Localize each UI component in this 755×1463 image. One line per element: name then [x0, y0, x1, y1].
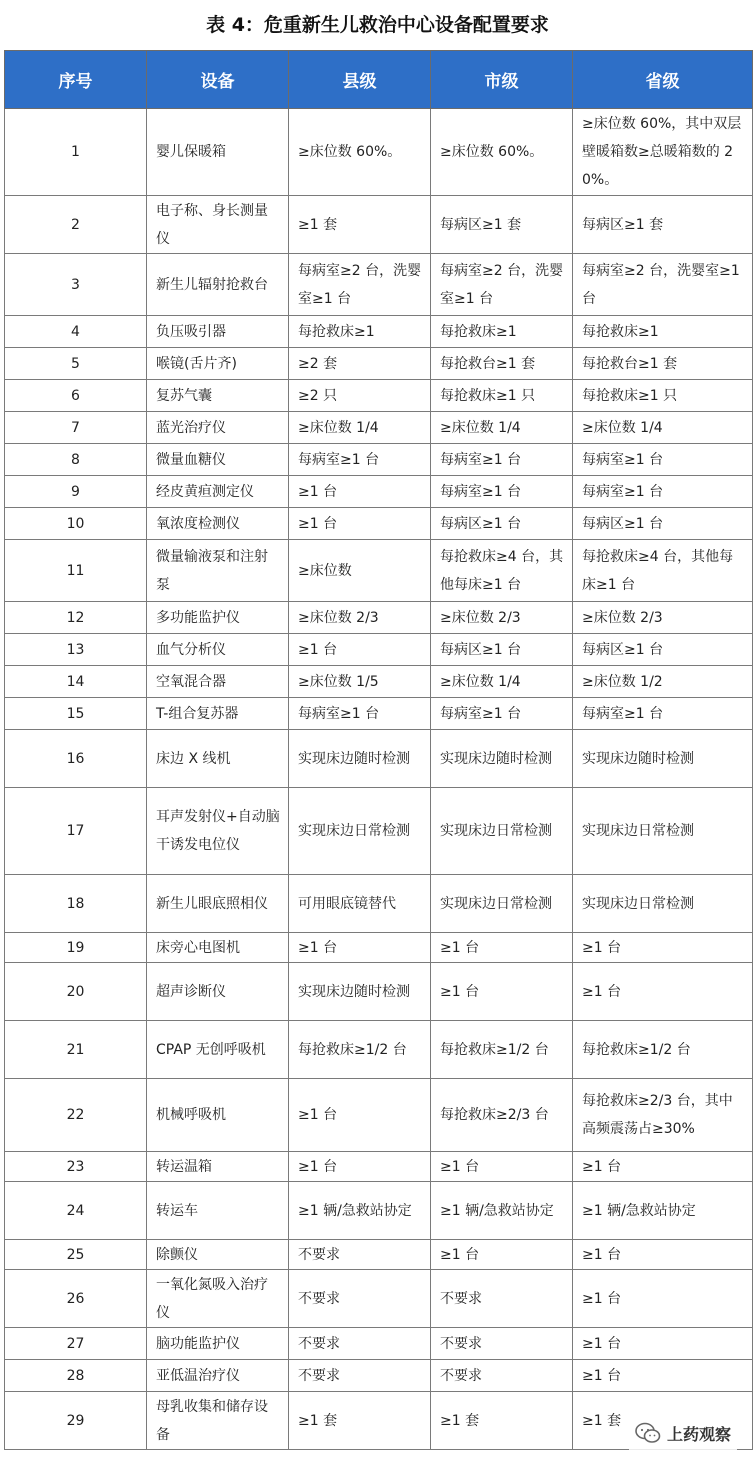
- row-city-cell: 每抢救床≥1 只: [431, 380, 573, 412]
- row-county-cell: ≥1 台: [289, 476, 431, 508]
- row-index-cell: 11: [5, 540, 147, 602]
- row-city-cell: 不要求: [431, 1328, 573, 1360]
- row-city-cell: 每病室≥2 台，洗婴室≥1 台: [431, 254, 573, 316]
- row-city-cell: 每病区≥1 套: [431, 196, 573, 254]
- row-county-cell: ≥2 只: [289, 380, 431, 412]
- row-equipment-cell: 多功能监护仪: [147, 602, 289, 634]
- row-province-cell: 每病室≥1 台: [573, 476, 753, 508]
- row-equipment-cell: 除颤仪: [147, 1240, 289, 1270]
- row-county-cell: 实现床边随时检测: [289, 963, 431, 1021]
- row-equipment-cell: 脑功能监护仪: [147, 1328, 289, 1360]
- row-index-cell: 10: [5, 508, 147, 540]
- column-header-county: 县级: [289, 51, 431, 109]
- row-city-cell: 实现床边随时检测: [431, 730, 573, 788]
- row-city-cell: 每抢救床≥1: [431, 316, 573, 348]
- table-row: [5, 1270, 753, 1328]
- row-equipment-cell: 血气分析仪: [147, 634, 289, 666]
- equipment-table: [4, 50, 753, 1450]
- row-index-cell: 26: [5, 1270, 147, 1328]
- row-province-cell: ≥1 台: [573, 1360, 753, 1392]
- row-province-cell: ≥床位数 2/3: [573, 602, 753, 634]
- row-county-cell: ≥1 台: [289, 1079, 431, 1152]
- row-city-cell: 实现床边日常检测: [431, 788, 573, 875]
- row-equipment-cell: 机械呼吸机: [147, 1079, 289, 1152]
- column-header-equipment: 设备: [147, 51, 289, 109]
- row-index-cell: 13: [5, 634, 147, 666]
- row-county-cell: ≥1 台: [289, 933, 431, 963]
- row-county-cell: 每病室≥1 台: [289, 444, 431, 476]
- row-equipment-cell: 一氧化氮吸入治疗仪: [147, 1270, 289, 1328]
- table-row: [5, 963, 753, 1021]
- row-county-cell: 不要求: [289, 1328, 431, 1360]
- table-row: [5, 1240, 753, 1270]
- row-index-cell: 16: [5, 730, 147, 788]
- row-province-cell: 实现床边日常检测: [573, 875, 753, 933]
- row-index-cell: 20: [5, 963, 147, 1021]
- row-city-cell: 每病区≥1 台: [431, 634, 573, 666]
- row-city-cell: 每病室≥1 台: [431, 444, 573, 476]
- row-province-cell: ≥1 台: [573, 1152, 753, 1182]
- table-row: [5, 1182, 753, 1240]
- row-county-cell: ≥1 台: [289, 634, 431, 666]
- row-equipment-cell: 电子称、身长测量仪: [147, 196, 289, 254]
- row-equipment-cell: 耳声发射仪+自动脑干诱发电位仪: [147, 788, 289, 875]
- table-row: [5, 380, 753, 412]
- row-province-cell: 每抢救床≥1 只: [573, 380, 753, 412]
- row-index-cell: 27: [5, 1328, 147, 1360]
- row-province-cell: 每抢救床≥1/2 台: [573, 1021, 753, 1079]
- row-city-cell: ≥床位数 1/4: [431, 666, 573, 698]
- row-city-cell: 每病室≥1 台: [431, 698, 573, 730]
- row-equipment-cell: 新生儿眼底照相仪: [147, 875, 289, 933]
- row-province-cell: 每病区≥1 套: [573, 196, 753, 254]
- row-county-cell: ≥1 套: [289, 1392, 431, 1450]
- row-province-cell: ≥1 台: [573, 963, 753, 1021]
- row-county-cell: 不要求: [289, 1240, 431, 1270]
- row-county-cell: ≥床位数: [289, 540, 431, 602]
- row-equipment-cell: 母乳收集和储存设备: [147, 1392, 289, 1450]
- row-city-cell: 每抢救台≥1 套: [431, 348, 573, 380]
- row-equipment-cell: 超声诊断仪: [147, 963, 289, 1021]
- table-row: [5, 698, 753, 730]
- row-equipment-cell: 负压吸引器: [147, 316, 289, 348]
- table-row: [5, 348, 753, 380]
- table-row: [5, 1021, 753, 1079]
- table-row: [5, 196, 753, 254]
- table-row: [5, 933, 753, 963]
- row-equipment-cell: 喉镜(舌片齐): [147, 348, 289, 380]
- column-header-province: 省级: [573, 51, 753, 109]
- row-city-cell: ≥床位数 2/3: [431, 602, 573, 634]
- row-index-cell: 14: [5, 666, 147, 698]
- row-province-cell: 实现床边随时检测: [573, 730, 753, 788]
- table-row: [5, 1328, 753, 1360]
- row-index-cell: 22: [5, 1079, 147, 1152]
- table-row: [5, 508, 753, 540]
- row-county-cell: 实现床边随时检测: [289, 730, 431, 788]
- row-province-cell: ≥1 台: [573, 1270, 753, 1328]
- table-row: [5, 412, 753, 444]
- watermark: [629, 1413, 737, 1453]
- table-row: [5, 476, 753, 508]
- row-county-cell: 每病室≥2 台，洗婴室≥1 台: [289, 254, 431, 316]
- row-county-cell: 每抢救床≥1: [289, 316, 431, 348]
- row-equipment-cell: 复苏气囊: [147, 380, 289, 412]
- table-row: [5, 666, 753, 698]
- row-city-cell: 实现床边日常检测: [431, 875, 573, 933]
- row-province-cell: ≥1 台: [573, 1328, 753, 1360]
- row-city-cell: ≥1 套: [431, 1392, 573, 1450]
- row-county-cell: 可用眼底镜替代: [289, 875, 431, 933]
- wechat-icon: [635, 1422, 661, 1444]
- row-index-cell: 15: [5, 698, 147, 730]
- row-equipment-cell: 婴儿保暖箱: [147, 109, 289, 196]
- row-index-cell: 4: [5, 316, 147, 348]
- row-county-cell: 不要求: [289, 1270, 431, 1328]
- row-city-cell: ≥1 辆/急救站协定: [431, 1182, 573, 1240]
- row-city-cell: 每病区≥1 台: [431, 508, 573, 540]
- row-county-cell: 每病室≥1 台: [289, 698, 431, 730]
- row-equipment-cell: 氧浓度检测仪: [147, 508, 289, 540]
- row-equipment-cell: CPAP 无创呼吸机: [147, 1021, 289, 1079]
- row-index-cell: 19: [5, 933, 147, 963]
- row-province-cell: 每抢救床≥2/3 台，其中高频震荡占≥30%: [573, 1079, 753, 1152]
- row-city-cell: 每抢救床≥1/2 台: [431, 1021, 573, 1079]
- watermark-text: 上药观察: [666, 1424, 731, 1444]
- row-province-cell: ≥1 套: [573, 1392, 753, 1450]
- table-row: [5, 875, 753, 933]
- row-province-cell: ≥床位数 1/4: [573, 412, 753, 444]
- table-row: [5, 109, 753, 196]
- row-city-cell: 不要求: [431, 1360, 573, 1392]
- row-index-cell: 3: [5, 254, 147, 316]
- row-county-cell: ≥1 台: [289, 1152, 431, 1182]
- table-row: [5, 1152, 753, 1182]
- column-header-city: 市级: [431, 51, 573, 109]
- row-equipment-cell: 转运车: [147, 1182, 289, 1240]
- row-city-cell: 每病室≥1 台: [431, 476, 573, 508]
- table-row: [5, 316, 753, 348]
- row-county-cell: 实现床边日常检测: [289, 788, 431, 875]
- row-county-cell: ≥1 辆/急救站协定: [289, 1182, 431, 1240]
- row-county-cell: ≥1 套: [289, 196, 431, 254]
- row-index-cell: 7: [5, 412, 147, 444]
- row-city-cell: ≥1 台: [431, 963, 573, 1021]
- table-row: [5, 254, 753, 316]
- table-row: [5, 1360, 753, 1392]
- row-index-cell: 5: [5, 348, 147, 380]
- row-city-cell: ≥床位数 60%。: [431, 109, 573, 196]
- row-province-cell: ≥1 台: [573, 933, 753, 963]
- row-index-cell: 17: [5, 788, 147, 875]
- row-city-cell: 每抢救床≥4 台，其他每床≥1 台: [431, 540, 573, 602]
- row-county-cell: ≥床位数 60%。: [289, 109, 431, 196]
- row-index-cell: 25: [5, 1240, 147, 1270]
- row-index-cell: 29: [5, 1392, 147, 1450]
- row-province-cell: 每病室≥2 台，洗婴室≥1 台: [573, 254, 753, 316]
- row-county-cell: 每抢救床≥1/2 台: [289, 1021, 431, 1079]
- row-city-cell: 每抢救床≥2/3 台: [431, 1079, 573, 1152]
- row-province-cell: ≥床位数 60%，其中双层壁暖箱数≥总暖箱数的 20%。: [573, 109, 753, 196]
- row-index-cell: 8: [5, 444, 147, 476]
- row-index-cell: 12: [5, 602, 147, 634]
- header-row: [5, 51, 753, 109]
- row-province-cell: 每病室≥1 台: [573, 698, 753, 730]
- row-index-cell: 18: [5, 875, 147, 933]
- row-province-cell: ≥床位数 1/2: [573, 666, 753, 698]
- table-row: [5, 602, 753, 634]
- row-city-cell: ≥1 台: [431, 933, 573, 963]
- row-city-cell: ≥1 台: [431, 1240, 573, 1270]
- row-equipment-cell: T-组合复苏器: [147, 698, 289, 730]
- row-province-cell: 实现床边日常检测: [573, 788, 753, 875]
- row-province-cell: ≥1 辆/急救站协定: [573, 1182, 753, 1240]
- table-title: 表 4：危重新生儿救治中心设备配置要求: [206, 14, 549, 36]
- row-city-cell: ≥床位数 1/4: [431, 412, 573, 444]
- row-province-cell: 每抢救台≥1 套: [573, 348, 753, 380]
- row-equipment-cell: 微量血糖仪: [147, 444, 289, 476]
- row-county-cell: ≥2 套: [289, 348, 431, 380]
- table-row: [5, 444, 753, 476]
- row-city-cell: 不要求: [431, 1270, 573, 1328]
- row-city-cell: ≥1 台: [431, 1152, 573, 1182]
- row-index-cell: 21: [5, 1021, 147, 1079]
- row-county-cell: ≥床位数 1/4: [289, 412, 431, 444]
- row-province-cell: ≥1 台: [573, 1240, 753, 1270]
- row-index-cell: 24: [5, 1182, 147, 1240]
- row-county-cell: ≥床位数 2/3: [289, 602, 431, 634]
- row-equipment-cell: 床旁心电图机: [147, 933, 289, 963]
- row-equipment-cell: 新生儿辐射抢救台: [147, 254, 289, 316]
- row-province-cell: 每抢救床≥1: [573, 316, 753, 348]
- row-county-cell: ≥1 台: [289, 508, 431, 540]
- row-county-cell: 不要求: [289, 1360, 431, 1392]
- row-index-cell: 1: [5, 109, 147, 196]
- row-index-cell: 9: [5, 476, 147, 508]
- row-index-cell: 23: [5, 1152, 147, 1182]
- row-equipment-cell: 床边 X 线机: [147, 730, 289, 788]
- row-province-cell: 每病室≥1 台: [573, 444, 753, 476]
- table-row: [5, 540, 753, 602]
- table-row: [5, 730, 753, 788]
- row-index-cell: 6: [5, 380, 147, 412]
- row-equipment-cell: 蓝光治疗仪: [147, 412, 289, 444]
- row-equipment-cell: 亚低温治疗仪: [147, 1360, 289, 1392]
- row-county-cell: ≥床位数 1/5: [289, 666, 431, 698]
- table-row: [5, 1079, 753, 1152]
- table-row: [5, 788, 753, 875]
- row-province-cell: 每抢救床≥4 台，其他每床≥1 台: [573, 540, 753, 602]
- table-row: [5, 634, 753, 666]
- row-equipment-cell: 空氧混合器: [147, 666, 289, 698]
- row-province-cell: 每病区≥1 台: [573, 508, 753, 540]
- row-index-cell: 28: [5, 1360, 147, 1392]
- row-equipment-cell: 微量输液泵和注射泵: [147, 540, 289, 602]
- row-equipment-cell: 转运温箱: [147, 1152, 289, 1182]
- row-province-cell: 每病区≥1 台: [573, 634, 753, 666]
- row-index-cell: 2: [5, 196, 147, 254]
- column-header-index: 序号: [5, 51, 147, 109]
- row-equipment-cell: 经皮黄疸测定仪: [147, 476, 289, 508]
